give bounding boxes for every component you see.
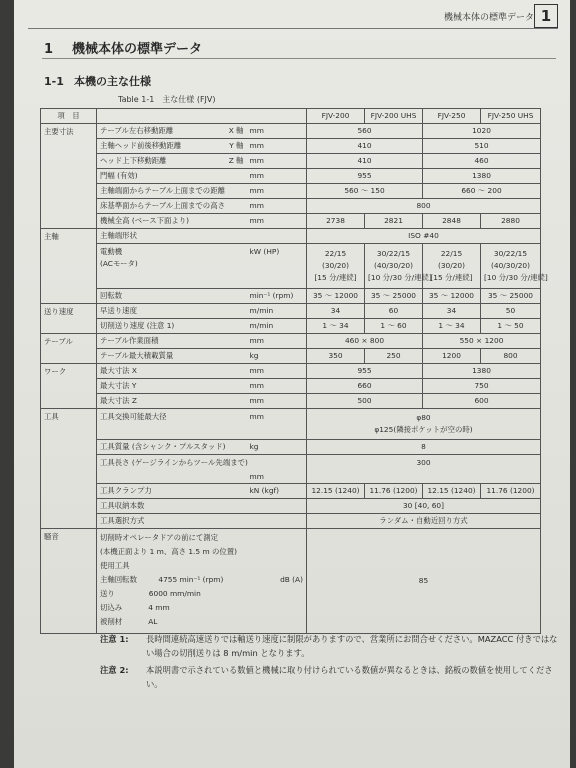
- header-blank: [97, 109, 307, 124]
- value-cell: 22/15 (30/20) [15 分/連続]: [423, 244, 481, 289]
- section-title-text: 本機の主な仕様: [74, 75, 151, 88]
- header-model: FJV-250 UHS: [481, 109, 541, 124]
- unit-cell: mm: [247, 214, 307, 229]
- unit-cell: [247, 229, 307, 244]
- chapter-number-box: 1: [534, 4, 558, 28]
- value-cell: 460 × 800: [307, 334, 423, 349]
- item-cell: 工具交換可能最大径: [97, 409, 247, 440]
- value-cell: 1020: [423, 124, 541, 139]
- value-cell: 460: [423, 154, 541, 169]
- item-cell: 工具収納本数: [97, 499, 247, 514]
- item-cell: テーブル作業面積: [97, 334, 247, 349]
- unit-cell: mm: [247, 199, 307, 214]
- table-row: [41, 349, 541, 364]
- note-label: 注意 1:: [100, 634, 129, 644]
- value-cell: φ80 φ125(隣接ポケットが空の時): [307, 409, 541, 440]
- item-cell: 門幅 (有効): [97, 169, 247, 184]
- category-cell: 主要寸法: [41, 124, 97, 229]
- value-cell: 34: [307, 304, 365, 319]
- item-cell: 切削時オペレータドアの前にて測定 (本機正面より 1 m、高さ 1.5 m の位置) 使用工具 主軸回転数 4755 min⁻¹ (rpm) dB (A) 送り 6000 mm/min 切込み 4 mm 被削材 AL: [97, 529, 307, 634]
- value-cell: 1200: [423, 349, 481, 364]
- value-cell: 660: [307, 379, 423, 394]
- unit-cell: mm: [247, 409, 307, 440]
- item-cell: 早送り速度: [97, 304, 247, 319]
- section-number: 1-1: [44, 75, 64, 88]
- item-cell: 最大寸法 Y: [97, 379, 247, 394]
- value-cell: 8: [307, 440, 541, 455]
- value-cell: 35 〜 25000: [481, 289, 541, 304]
- value-cell: 30 [40, 60]: [307, 499, 541, 514]
- table-row: [41, 455, 541, 484]
- item-cell: 最大寸法 X: [97, 364, 247, 379]
- value-cell: 12.15 (1240): [423, 484, 481, 499]
- table-row: [41, 394, 541, 409]
- value-cell: 34: [423, 304, 481, 319]
- value-cell: 560: [307, 124, 423, 139]
- note-item: [100, 632, 560, 660]
- value-cell: 750: [423, 379, 541, 394]
- value-cell: 510: [423, 139, 541, 154]
- table-row: [41, 334, 541, 349]
- header-item: 項 目: [41, 109, 97, 124]
- category-cell: 主軸: [41, 229, 97, 304]
- value-cell: 660 〜 200: [423, 184, 541, 199]
- chapter-title: [44, 38, 202, 57]
- value-cell: ISO #40: [307, 229, 541, 244]
- value-cell: 560 〜 150: [307, 184, 423, 199]
- item-cell: 床基準面からテーブル上面までの高さ: [97, 199, 247, 214]
- unit-cell: [247, 499, 307, 514]
- note-text: 本説明書で示されている数値と機械に取り付けられている数値が異なるときは、銘板の数値を使用してください。: [146, 665, 553, 689]
- value-cell: 955: [307, 169, 423, 184]
- unit-cell: mm: [247, 139, 307, 154]
- value-cell: 600: [423, 394, 541, 409]
- note-label: 注意 2:: [100, 665, 129, 675]
- item-cell: 回転数: [97, 289, 247, 304]
- section-title: [44, 73, 151, 89]
- item-cell: 切削送り速度 (注意 1): [97, 319, 247, 334]
- table-header-row: [41, 109, 541, 124]
- category-cell: 工具: [41, 409, 97, 529]
- table-row: [41, 379, 541, 394]
- header-model: FJV-200 UHS: [365, 109, 423, 124]
- spec-table: [40, 108, 548, 634]
- table-row: [41, 514, 541, 529]
- value-cell: 30/22/15 (40/30/20) [10 分/30 分/連続]: [365, 244, 423, 289]
- unit-cell: mm: [247, 169, 307, 184]
- value-cell: 2848: [423, 214, 481, 229]
- note-text: 長時間連続高速送りでは軸送り速度に制限がありますので、営業所にお問合せください。MAZACC 付きではない場合の切削送りは 8 m/min となります。: [146, 634, 558, 658]
- value-cell: 35 〜 25000: [365, 289, 423, 304]
- item-cell: 主軸端面からテーブル上面までの距離: [97, 184, 247, 199]
- unit-cell: mm: [247, 455, 307, 484]
- header-model: FJV-250: [423, 109, 481, 124]
- table-row: [41, 529, 541, 634]
- value-cell: 60: [365, 304, 423, 319]
- item-cell: ヘッド上下移動距離 Z 軸: [97, 154, 247, 169]
- value-cell: 1 〜 34: [307, 319, 365, 334]
- table-row: [41, 289, 541, 304]
- item-cell: 工具選択方式: [97, 514, 247, 529]
- value-cell: 800: [481, 349, 541, 364]
- table-row: [41, 244, 541, 289]
- value-cell: 250: [365, 349, 423, 364]
- value-cell: 1380: [423, 364, 541, 379]
- table-row: [41, 214, 541, 229]
- value-cell: 550 × 1200: [423, 334, 541, 349]
- value-cell: 2738: [307, 214, 365, 229]
- category-cell: 送り速度: [41, 304, 97, 334]
- value-cell: 1380: [423, 169, 541, 184]
- table-row: [41, 440, 541, 455]
- chapter-title-text: 機械本体の標準データ: [72, 42, 203, 57]
- table-row: [41, 169, 541, 184]
- value-cell: 1 〜 50: [481, 319, 541, 334]
- unit-cell: [247, 514, 307, 529]
- item-cell: 機械全高 (ベース下面より): [97, 214, 247, 229]
- unit-cell: kg: [247, 349, 307, 364]
- table-row: [41, 184, 541, 199]
- table-row: [41, 139, 541, 154]
- value-cell: 35 〜 12000: [423, 289, 481, 304]
- chapter-rule: [42, 58, 556, 59]
- unit-cell: mm: [247, 334, 307, 349]
- category-cell: 騒音: [41, 529, 97, 634]
- header-model: FJV-200: [307, 109, 365, 124]
- value-cell: 800: [307, 199, 541, 214]
- unit-cell: m/min: [247, 304, 307, 319]
- value-cell: 1 〜 34: [423, 319, 481, 334]
- item-cell: 主軸ヘッド前後移動距離 Y 軸: [97, 139, 247, 154]
- notes: [100, 632, 560, 694]
- value-cell: 350: [307, 349, 365, 364]
- table-caption: Table 1-1 主な仕様 (FJV): [118, 95, 216, 104]
- table-row: [41, 124, 541, 139]
- unit-cell: m/min: [247, 319, 307, 334]
- running-header: 機械本体の標準データ: [443, 13, 534, 23]
- unit-cell: kg: [247, 440, 307, 455]
- value-cell: 300: [307, 455, 541, 484]
- unit-cell: mm: [247, 364, 307, 379]
- category-cell: ワーク: [41, 364, 97, 409]
- header-rule: [28, 28, 558, 29]
- value-cell: ランダム・自動近回り方式: [307, 514, 541, 529]
- value-cell: 500: [307, 394, 423, 409]
- unit-cell: mm: [247, 154, 307, 169]
- value-cell: 11.76 (1200): [365, 484, 423, 499]
- value-cell: 22/15 (30/20) [15 分/連続]: [307, 244, 365, 289]
- unit-cell: min⁻¹ (rpm): [247, 289, 307, 304]
- item-cell: 電動機 (ACモータ): [97, 244, 247, 289]
- item-cell: テーブル最大積載質量: [97, 349, 247, 364]
- value-cell: 1 〜 60: [365, 319, 423, 334]
- value-cell: 12.15 (1240): [307, 484, 365, 499]
- item-cell: テーブル左右移動距離 X 軸: [97, 124, 247, 139]
- chapter-title-number: 1: [44, 42, 54, 57]
- manual-page: [14, 0, 570, 768]
- category-cell: テーブル: [41, 334, 97, 364]
- item-cell: 工具質量 (含シャンク・プルスタッド): [97, 440, 247, 455]
- unit-cell: mm: [247, 394, 307, 409]
- table-row: [41, 154, 541, 169]
- table-row: [41, 484, 541, 499]
- table-row: [41, 199, 541, 214]
- table-row: [41, 319, 541, 334]
- value-cell: 2821: [365, 214, 423, 229]
- value-cell: 85: [307, 529, 541, 634]
- item-cell: 工具長さ (ゲージラインからツール先端まで): [97, 455, 247, 484]
- value-cell: 30/22/15 (40/30/20) [10 分/30 分/連続]: [481, 244, 541, 289]
- value-cell: 955: [307, 364, 423, 379]
- table-row: [41, 409, 541, 440]
- note-item: [100, 663, 560, 691]
- unit-cell: mm: [247, 184, 307, 199]
- unit-cell: mm: [247, 124, 307, 139]
- table-row: [41, 364, 541, 379]
- unit-cell: kN (kgf): [247, 484, 307, 499]
- unit-cell: kW (HP): [247, 244, 307, 289]
- item-cell: 主軸端形状: [97, 229, 247, 244]
- value-cell: 2880: [481, 214, 541, 229]
- value-cell: 11.76 (1200): [481, 484, 541, 499]
- table-row: [41, 499, 541, 514]
- value-cell: 410: [307, 139, 423, 154]
- value-cell: 50: [481, 304, 541, 319]
- item-cell: 工具クランプ力: [97, 484, 247, 499]
- table-row: [41, 304, 541, 319]
- unit-cell: mm: [247, 379, 307, 394]
- value-cell: 410: [307, 154, 423, 169]
- item-cell: 最大寸法 Z: [97, 394, 247, 409]
- table-row: [41, 229, 541, 244]
- value-cell: 35 〜 12000: [307, 289, 365, 304]
